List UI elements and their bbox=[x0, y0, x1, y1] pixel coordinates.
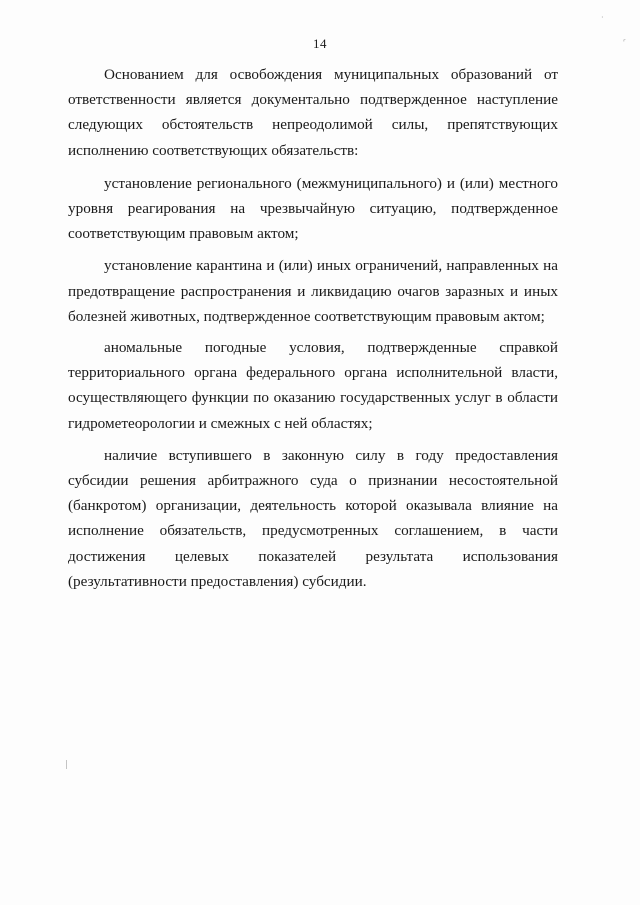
paragraph-force-majeure-basis: Основанием для освобождения муниципальных образований от ответственности является документально подтвержденное наступление следующих обстоятельств непреодолимой силы, препятствующих исполнению соответствующих обязательств: bbox=[68, 66, 558, 159]
paragraph-emergency-regime: установление регионального (межмуниципального) и (или) местного уровня реагирования на чрезвычайную ситуацию, подтвержденное соответствующим правовым актом; bbox=[68, 174, 558, 243]
document-body bbox=[68, 62, 558, 602]
paragraph-quarantine: установление карантина и (или) иных ограничений, направленных на предотвращение распространения и ликвидацию очагов заразных и иных болезней животных, подтвержденное соответствующим правовым актом; bbox=[68, 257, 558, 325]
scan-speck bbox=[66, 760, 67, 769]
scan-speck: ‹ bbox=[620, 35, 629, 45]
scan-speck: · bbox=[601, 13, 604, 22]
page-number: 14 bbox=[313, 36, 327, 51]
paragraph-bankruptcy: наличие вступившего в законную силу в году предоставления субсидии решения арбитражного суда о признании несостоятельной (банкротом) организации, деятельность которой оказывала влияние на исполнение обязательств, предусмотренных соглашением, в части достижения целевых показателей результата использования (результативности предоставления) субсидии. bbox=[68, 446, 558, 590]
paragraph-abnormal-weather: аномальные погодные условия, подтвержденные справкой территориального органа федерального органа исполнительной власти, осуществляющего функции по оказанию государственных услуг в области гидрометеорологии и смежных с ней областях; bbox=[68, 339, 558, 432]
